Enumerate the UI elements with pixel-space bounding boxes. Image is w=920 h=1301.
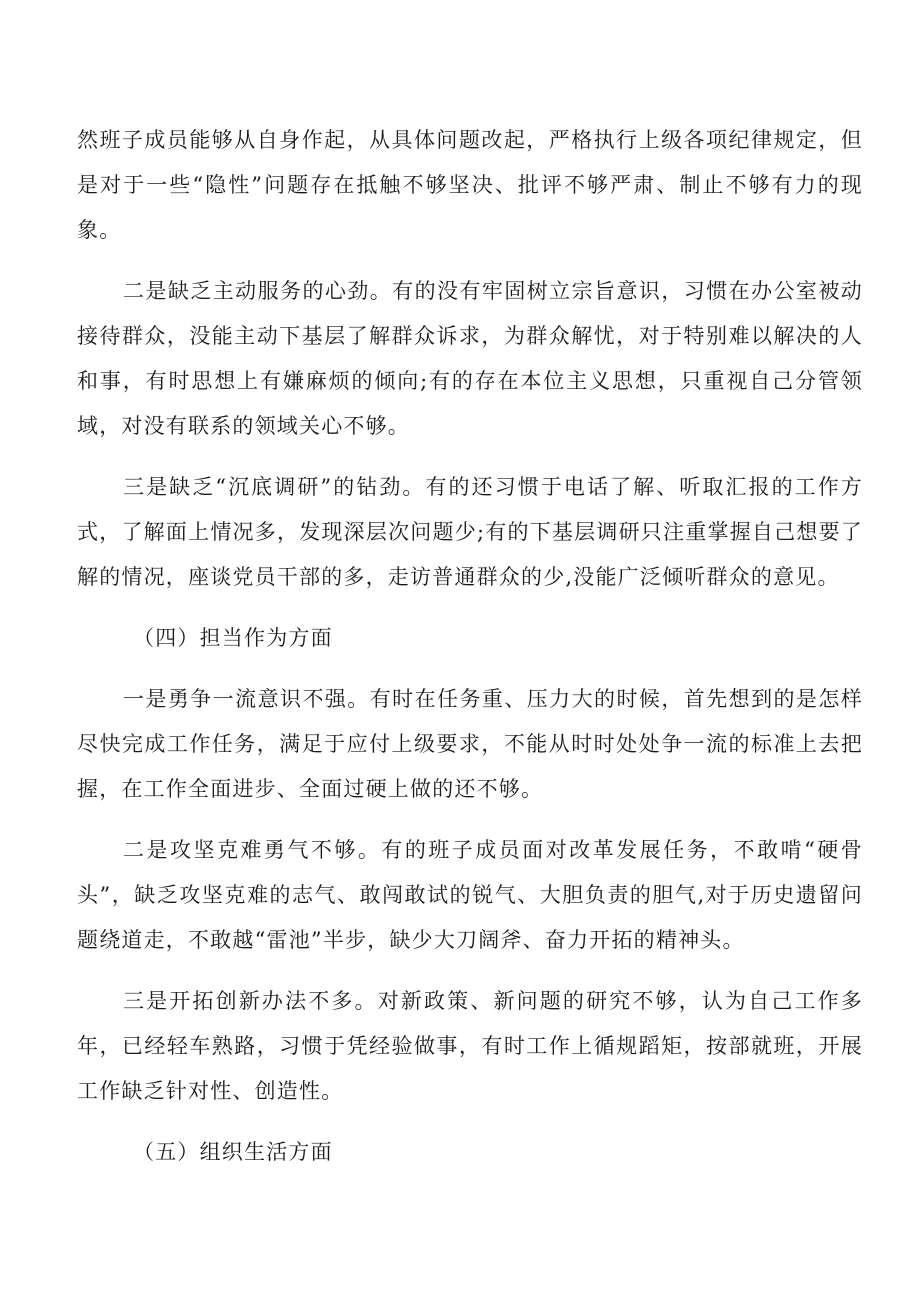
body-paragraph-research: 三是缺乏“沉底调研”的钻劲。有的还习惯于电话了解、听取汇报的工作方式，了解面上情况多，发现深层次问题少;有的下基层调研只注重掌握自己想要了解的情况，座谈党员干部的多，走访普通群众的少,没能广泛倾听群众的意见。 (77, 475, 863, 589)
paragraph-spacer (77, 661, 863, 677)
paragraph-spacer (77, 253, 863, 269)
paragraph-spacer (77, 600, 863, 616)
paragraph-spacer (77, 1114, 863, 1130)
body-paragraph-first-class: 一是勇争一流意识不强。有时在任务重、压力大的时候，首先想到的是怎样尽快完成工作任务，满足于应付上级要求，不能从时时处处争一流的标准上去把握，在工作全面进步、全面过硬上做的还不够。 (77, 687, 863, 801)
body-paragraph-courage: 二是攻坚克难勇气不够。有的班子成员面对改革发展任务，不敢啃“硬骨头”，缺乏攻坚克难的志气、敢闯敢试的锐气、大胆负责的胆气,对于历史遗留问题绕道走，不敢越“雷池”半步，缺少大刀阔斧、奋力开拓的精神头。 (77, 838, 863, 952)
section-heading-organization: （五）组织生活方面 (133, 1140, 333, 1164)
paragraph-spacer (77, 449, 863, 465)
body-paragraph-intro: 然班子成员能够从自身作起，从具体问题改起，严格执行上级各项纪律规定，但是对于一些“隐性”问题存在抵触不够坚决、批评不够严肃、制止不够有力的现象。 (77, 128, 863, 242)
paragraph-spacer (77, 812, 863, 828)
document-body (77, 118, 863, 1175)
body-paragraph-innovation: 三是开拓创新办法不多。对新政策、新问题的研究不够，认为自己工作多年，已经轻车熟路，习惯于凭经验做事，有时工作上循规蹈矩，按部就班，开展工作缺乏针对性、创造性。 (77, 989, 863, 1103)
section-heading-responsibility: （四）担当作为方面 (133, 626, 333, 650)
paragraph-spacer (77, 963, 863, 979)
body-paragraph-service: 二是缺乏主动服务的心劲。有的没有牢固树立宗旨意识，习惯在办公室被动接待群众，没能主动下基层了解群众诉求，为群众解忧，对于特别难以解决的人和事，有时思想上有嫌麻烦的倾向;有的存在本位主义思想，只重视自己分管领域，对没有联系的领域关心不够。 (77, 279, 863, 438)
